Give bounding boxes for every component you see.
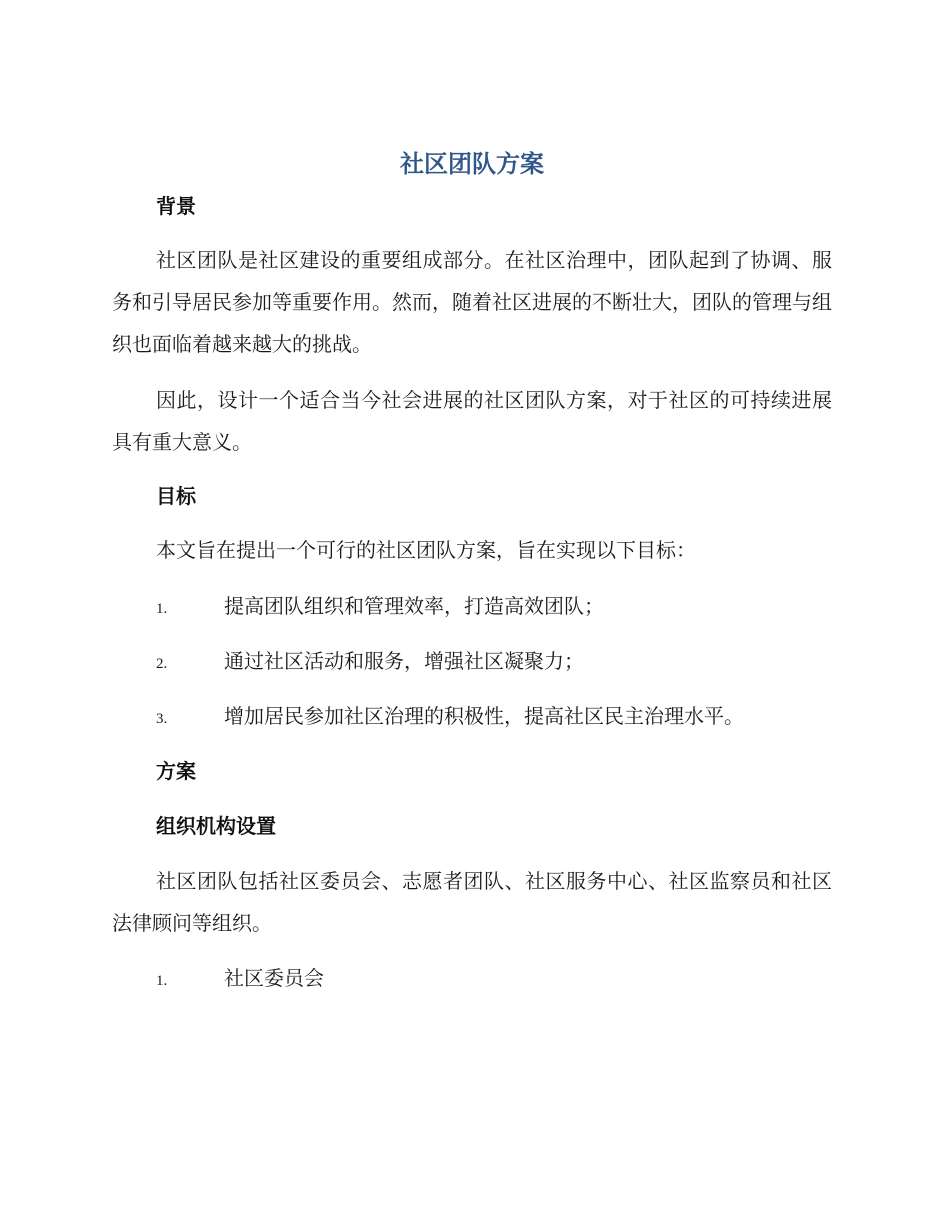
paragraph-org: 社区团队包括社区委员会、志愿者团队、社区服务中心、社区监察员和社区法律顾问等组织。: [112, 869, 832, 935]
list-text: 社区委员会: [224, 966, 324, 990]
list-text: 通过社区活动和服务，增强社区凝聚力；: [224, 649, 584, 673]
list-item: [156, 963, 832, 996]
list-text: 提高团队组织和管理效率，打造高效团队；: [224, 594, 604, 618]
heading-background: 背景: [156, 194, 196, 218]
list-text: 增加居民参加社区治理的积极性，提高社区民主治理水平。: [224, 704, 744, 728]
list-number: 3.: [156, 711, 168, 727]
document-title: 社区团队方案: [400, 150, 544, 178]
list-item: [156, 591, 832, 624]
list-item: [156, 701, 832, 734]
list-number: 1.: [156, 601, 168, 617]
list-item: [156, 646, 832, 679]
heading-plan: 方案: [156, 759, 196, 783]
heading-org: 组织机构设置: [156, 814, 276, 838]
list-number: 2.: [156, 656, 168, 672]
list-number: 1.: [156, 973, 168, 989]
heading-goal: 目标: [156, 484, 196, 508]
paragraph-background-1: 社区团队是社区建设的重要组成部分。在社区治理中，团队起到了协调、服务和引导居民参加等重要作用。然而，随着社区进展的不断壮大，团队的管理与组织也面临着越来越大的挑战。: [112, 248, 832, 356]
paragraph-goal-intro: 本文旨在提出一个可行的社区团队方案，旨在实现以下目标：: [156, 538, 696, 562]
paragraph-background-2: 因此，设计一个适合当今社会进展的社区团队方案，对于社区的可持续进展具有重大意义。: [112, 388, 832, 454]
